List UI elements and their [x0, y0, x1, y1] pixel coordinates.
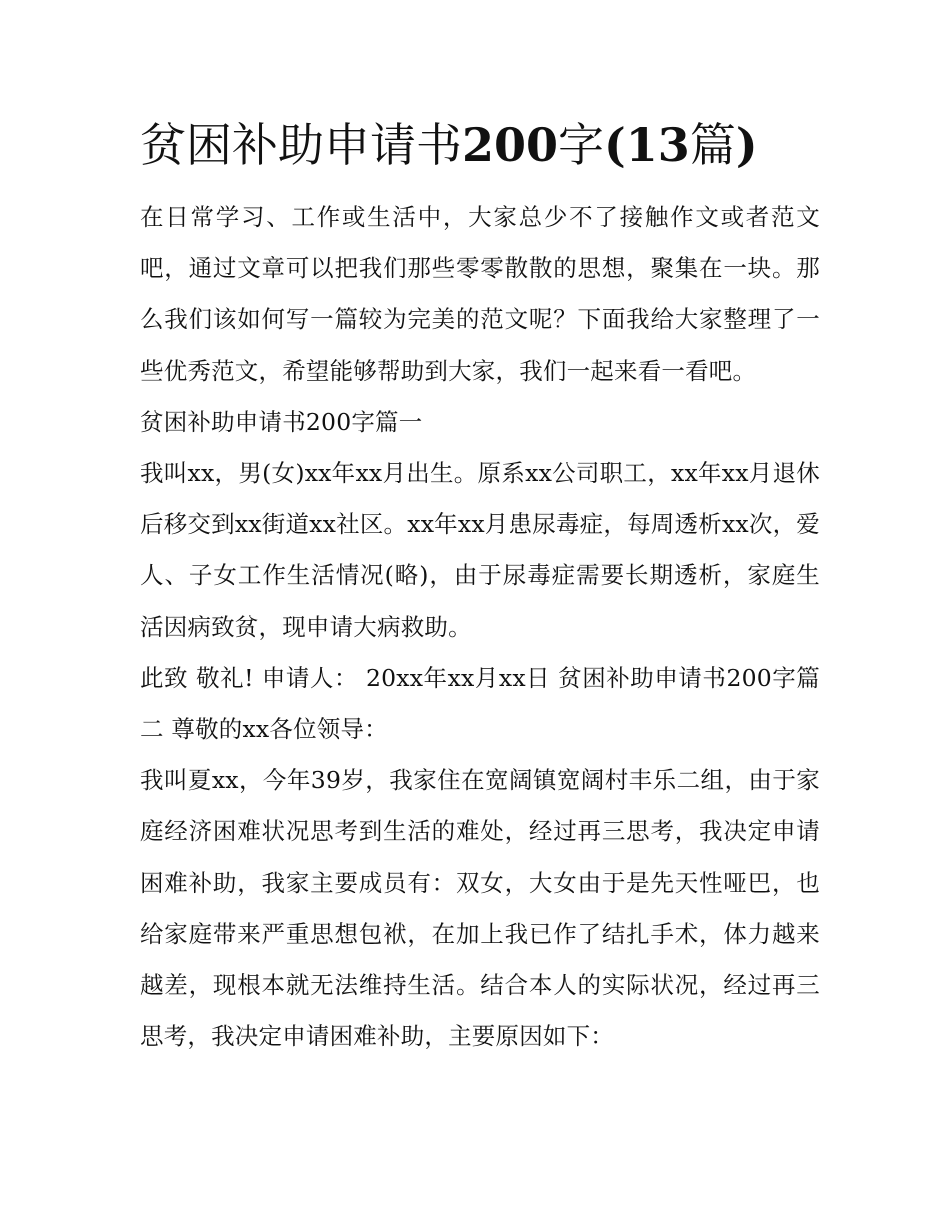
intro-paragraph: 在日常学习、工作或生活中，大家总少不了接触作文或者范文吧，通过文章可以把我们那些零零散散的思想，聚集在一块。那么我们该如何写一篇较为完美的范文呢？下面我给大家整理了一些优秀范文，希望能够帮助到大家，我们一起来看一看吧。 — [140, 203, 820, 385]
section-heading-1: 贫困补助申请书200字篇一 — [140, 407, 423, 436]
title-text-3: 篇 — [689, 118, 736, 172]
body-paragraph-2: 我叫夏xx，今年39岁，我家住在宽阔镇宽阔村丰乐二组，由于家庭经济困难状况思考到生活的难处，经过再三思考，我决定申请困难补助，我家主要成员有：双女，大女由于是先天性哑巴，也给家庭带来严重思想包袱，在加上我已作了结扎手术，体力越来越差，现根本就无法维持生活。结合本人的实际状况，经过再三思考，我决定申请困难补助，主要原因如下： — [140, 766, 820, 1051]
document-page — [140, 110, 820, 1062]
title-count-open: (13 — [604, 118, 690, 172]
closing-paragraph-1: 此致 敬礼! 申请人： 20xx年xx月xx日 贫困补助申请书200字篇二 尊敬的xx各位领导： — [140, 663, 820, 744]
title-count-close: ) — [735, 118, 758, 172]
title-text-2: 字 — [558, 118, 605, 172]
document-title — [140, 110, 820, 180]
title-text-1: 贫困补助申请书 — [140, 118, 462, 172]
title-number-200: 200 — [462, 118, 559, 172]
body-paragraph-1: 我叫xx，男(女)xx年xx月出生。原系xx公司职工，xx年xx月退休后移交到xx街道xx社区。xx年xx月患尿毒症，每周透析xx次，爱人、子女工作生活情况(略)，由于尿毒症需要长期透析，家庭生活因病致贫，现申请大病救助。 — [140, 459, 820, 641]
